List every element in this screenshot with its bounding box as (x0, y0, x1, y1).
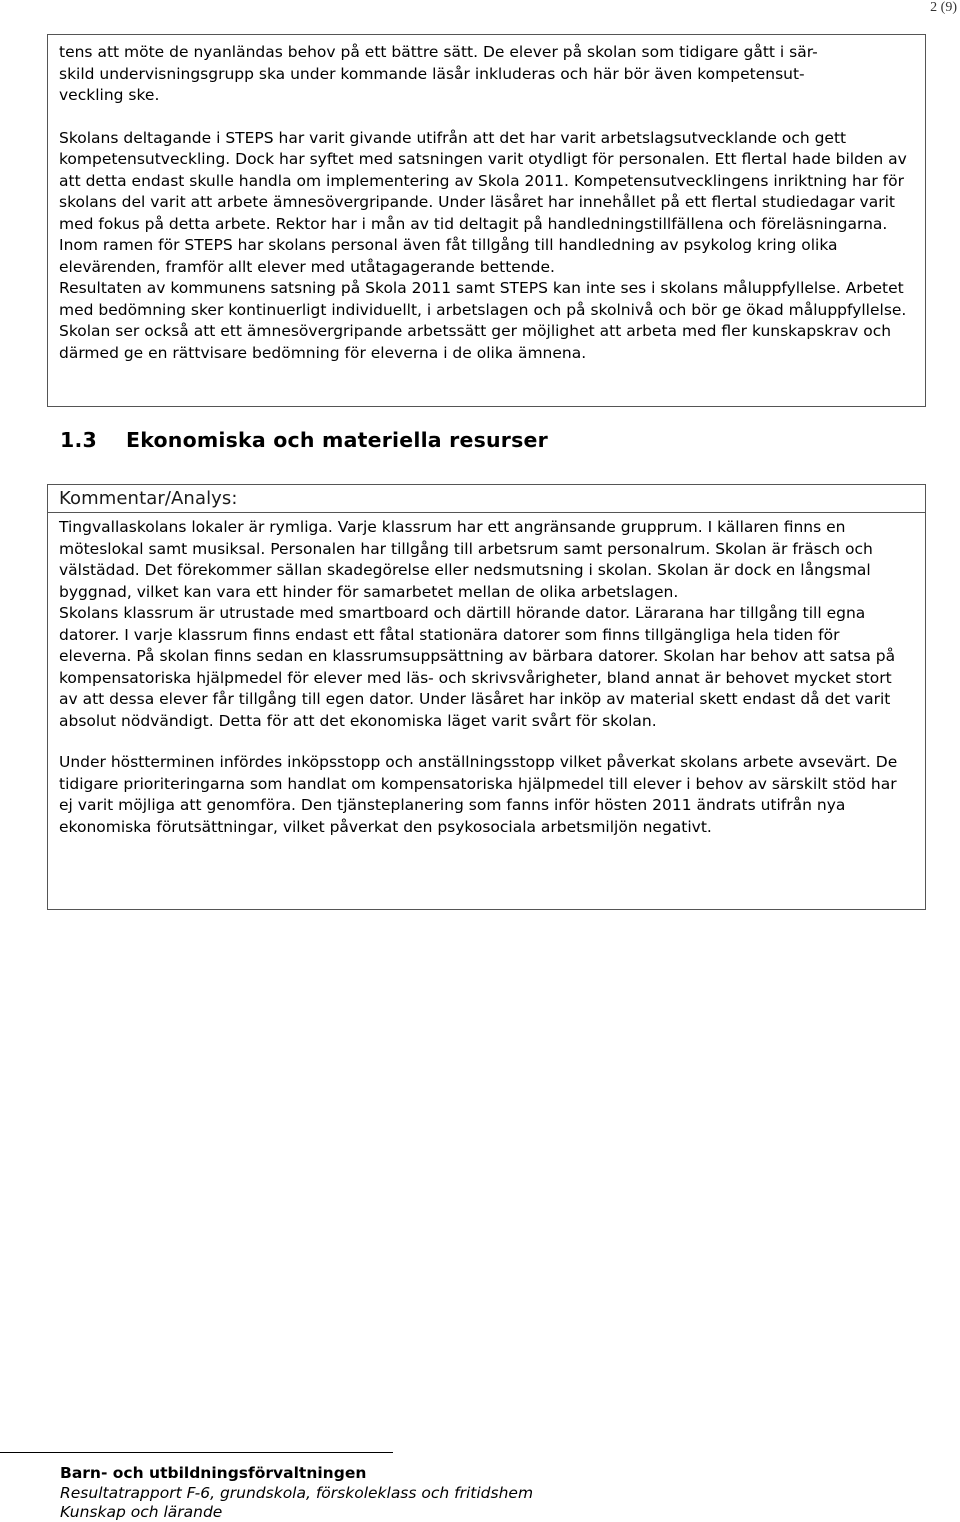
paragraph: Skolans klassrum är utrustade med smartboard och därtill hörande dator. Lärarana har tillgång till egna datorer. I varje klassrum finns endast ett fåtal stationära datorer som finns tillgängliga hela tiden för eleverna. På skolan finns sedan en klassrumsuppsättning av bärbara datorer. Skolan har behov att satsa på kompensatoriska hjälpmedel för elever med läs- och skrivsvårigheter, bland annat är behovet mycket stort av att dessa elever får tillgång till egen dator. Under läsåret har inköp av material skett endast då det varit absolut nödvändigt. Detta för att det ekonomiska läget varit svårt för skolan. (59, 604, 896, 730)
paragraph: Skolans deltagande i STEPS har varit givande utifrån att det har varit arbetslagsutvecklande och gett kompetensutveckling. Dock har syftet med satsningen varit otydligt för personalen. Ett flertal hade bilden av att detta endast skulle handla om implementering av Skola 2011. Kompetensutvecklingens inriktning har för skolans del varit att arbete ämnesövergripande. Under läsåret har innehållet på ett flertal studiedagar varit med fokus på detta arbete. Rektor har i mån av tid deltagit på handledningstillfällena och föreläsningarna. Inom ramen för STEPS har skolans personal även fåt tillgång till handledning av psykolog kring olika elevärenden, framför allt elever med utåtagagerande bettende. (59, 128, 907, 276)
footer-report: Resultatrapport F-6, grundskola, förskoleklass och fritidshem (60, 1484, 534, 1502)
paragraph: Under höstterminen infördes inköpsstopp och anställningsstopp vilket påverkat skolans arbete avsevärt. De tidigare prioriteringarna som handlat om kompensatoriska hjälpmedel till elever i behov av särskilt stöd har ej varit möjliga att genomföra. Den tjänsteplanering som fanns inför hösten 2011 ändrats utifrån nya ekonomiska förutsättningar, vilket påverkat den psykosociala arbetsmiljön negativt. (59, 753, 898, 836)
section-heading (60, 428, 548, 452)
text-box-competence (47, 34, 926, 407)
comment-box-header (48, 485, 925, 513)
footer-rule (0, 1452, 393, 1453)
section-title: Ekonomiska och materiella resurser (126, 428, 548, 452)
footer-subtitle: Kunskap och lärande (60, 1503, 223, 1521)
paragraph: Tingvallaskolans lokaler är rymliga. Varje klassrum har ett angränsande grupprum. I källaren finns en möteslokal samt musiksal. Personalen har tillgång till arbetsrum samt personalrum. Skolan är fräsch och välstädad. Det förekommer sällan skadegörelse eller nedsmutsning i skolan. Skolan är dock en långsmal byggnad, vilket kan vara ett hinder för samarbetet mellan de olika arbetslagen. (59, 518, 873, 601)
paragraph: Resultaten av kommunens satsning på Skola 2011 samt STEPS kan inte ses i skolans måluppfyllelse. Arbetet med bedömning sker kontinuerligt individuellt, i arbetslagen och på skolnivå och bör ge ökad måluppfyllelse. Skolan ser också att ett ämnesövergripande arbetssätt ger möjlighet att arbeta med fler kunskapskrav och därmed ge en rättvisare bedömning för eleverna i de olika ämnena. (59, 279, 907, 362)
page-number: 2 (9) (930, 0, 957, 15)
footer-org: Barn- och utbildningsförvaltningen (60, 1464, 367, 1482)
comment-box (47, 484, 926, 910)
paragraph: tens att möte de nyanländas behov på ett bättre sätt. De elever på skolan som tidigare gått i sär- skild undervisningsgrupp ska under kommande läsår inkluderas och här bör även kompetensut- veckling ske. (59, 43, 818, 104)
comment-heading: Kommentar/Analys: (59, 488, 238, 509)
section-number: 1.3 (60, 428, 97, 452)
